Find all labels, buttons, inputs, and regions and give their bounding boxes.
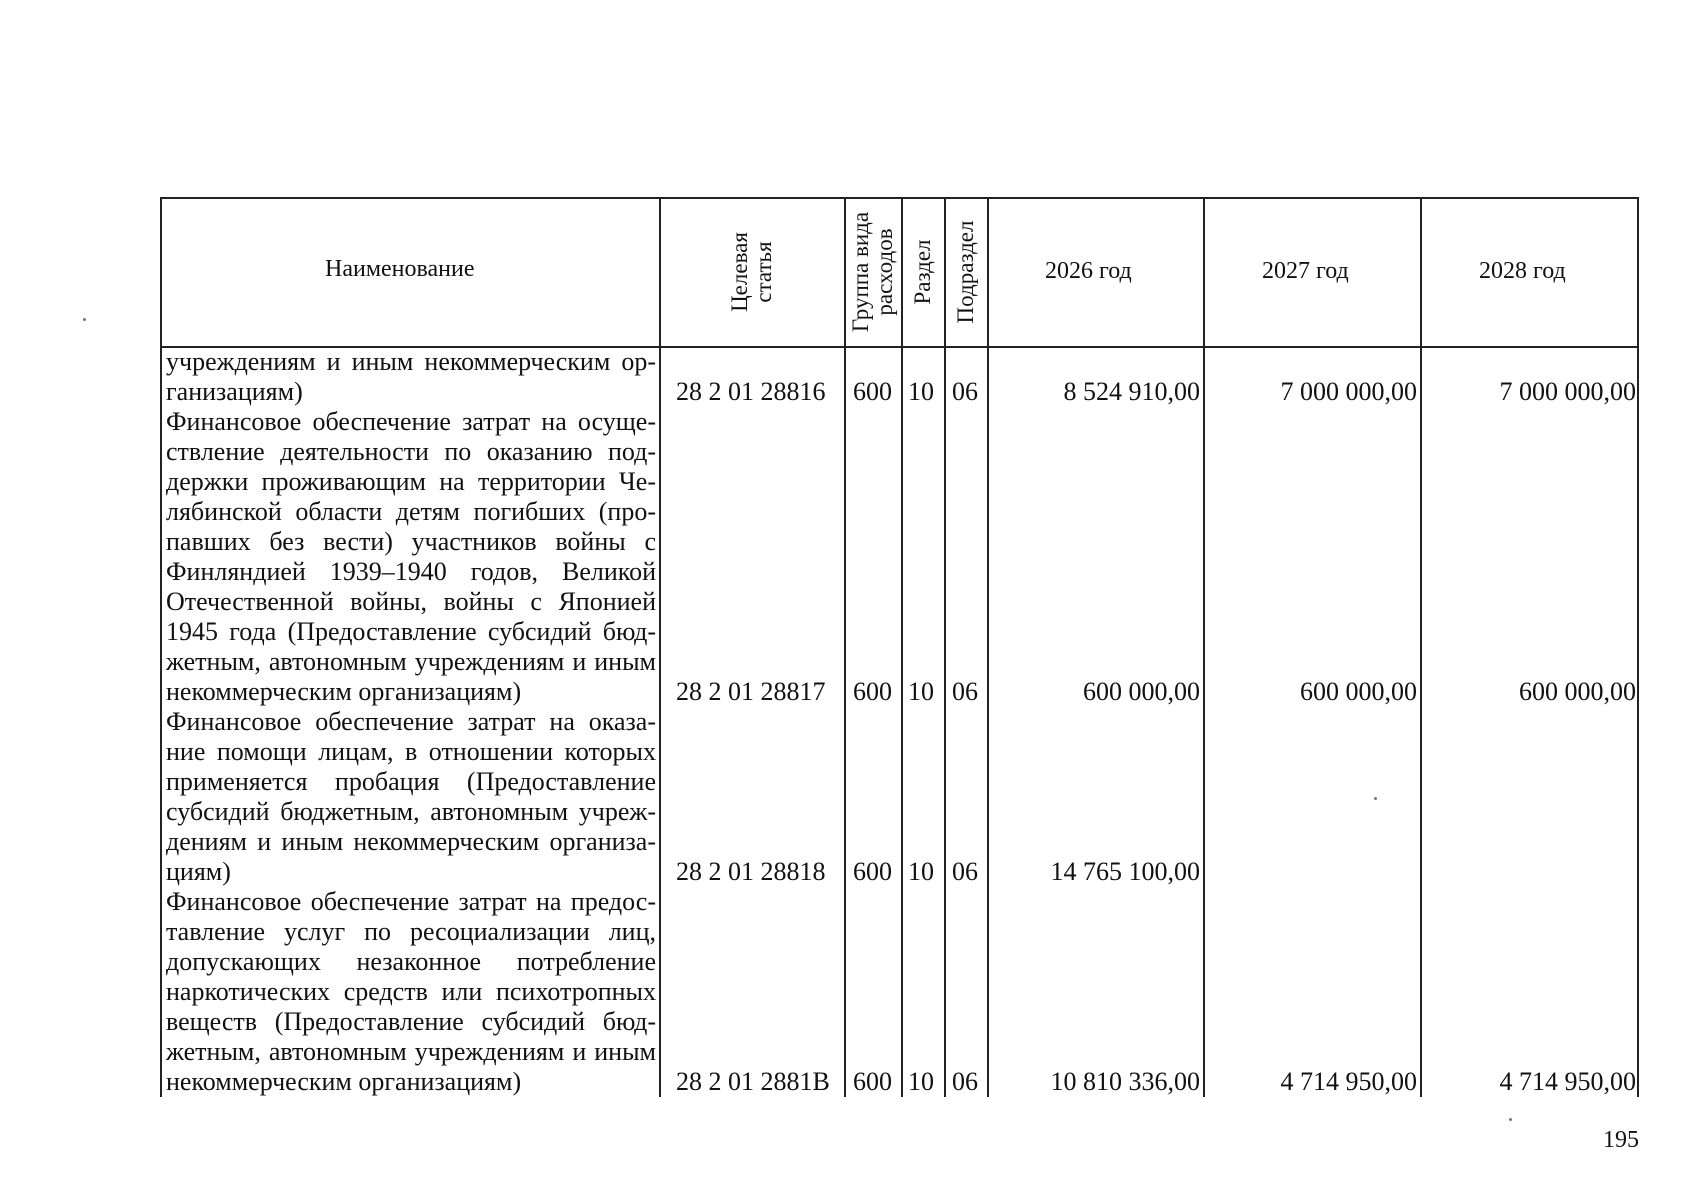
row-name-line: Финансовое обеспечение затрат на осуще- <box>166 407 656 436</box>
row-code: 28 2 01 2881В <box>676 1067 830 1096</box>
row-section: 10 <box>908 677 934 706</box>
row-name-line: Отечественной войны, войны с Японией <box>166 587 656 616</box>
row-name-line: учреждениям и иным некоммерческим ор- <box>166 347 656 376</box>
row-group: 600 <box>853 1067 892 1096</box>
row-amount-2028: 7 000 000,00 <box>1499 377 1636 406</box>
row-amount-2026: 600 000,00 <box>1083 677 1200 706</box>
col-sep-6 <box>1203 197 1205 1097</box>
row-subsection: 06 <box>952 677 978 706</box>
row-subsection: 06 <box>952 377 978 406</box>
header-target-article-line2: статья <box>751 241 776 303</box>
row-name-line: допускающих незаконное потребление <box>166 947 656 976</box>
row-section: 10 <box>908 377 934 406</box>
row-amount-2028: 600 000,00 <box>1519 677 1636 706</box>
row-name-line: Финансовое обеспечение затрат на предос- <box>166 887 656 916</box>
row-name <box>166 407 656 707</box>
header-expense-group <box>849 212 897 332</box>
header-target-article <box>728 232 776 312</box>
header-section: Раздел <box>910 239 935 305</box>
row-amount-2027: 600 000,00 <box>1300 677 1417 706</box>
row-name <box>166 347 656 407</box>
row-amount-2026: 10 810 336,00 <box>1050 1067 1200 1096</box>
row-name-line: применяется пробация (Предоставление <box>166 767 656 796</box>
row-name-line: наркотических средств или психотропных <box>166 977 656 1006</box>
row-name-line: Финансовое обеспечение затрат на оказа- <box>166 707 656 736</box>
row-name-line: дениям и иным некоммерческим организа- <box>166 827 656 856</box>
col-sep-5 <box>987 197 989 1097</box>
col-sep-7 <box>1420 197 1422 1097</box>
row-name-line: лябинской области детям погибших (про- <box>166 497 656 526</box>
col-sep-3 <box>901 197 903 1097</box>
header-subsection: Подраздел <box>953 220 978 324</box>
row-name-line: тавление услуг по ресоциализации лиц, <box>166 917 656 946</box>
header-expense-group-line1: Группа вида <box>848 211 873 333</box>
col-sep-4 <box>944 197 946 1097</box>
row-name <box>166 887 656 1097</box>
row-name-line: павших без вести) участников войны с <box>166 527 656 556</box>
table-top-border <box>160 197 1639 199</box>
row-name <box>166 707 656 887</box>
row-name-line: ствление деятельности по оказанию под- <box>166 437 656 466</box>
table-left-border <box>160 197 162 1097</box>
row-group: 600 <box>853 377 892 406</box>
scan-speck <box>1374 797 1377 800</box>
row-amount-2026: 14 765 100,00 <box>1050 857 1200 886</box>
scan-speck <box>83 318 86 321</box>
page-number: 195 <box>1603 1127 1639 1153</box>
scan-speck <box>1509 1118 1512 1121</box>
row-name-line: циям) <box>166 857 231 886</box>
row-section: 10 <box>908 857 934 886</box>
row-name-line: 1945 года (Предоставление субсидий бюд- <box>166 617 656 646</box>
row-amount-2028: 4 714 950,00 <box>1499 1067 1636 1096</box>
row-code: 28 2 01 28816 <box>676 377 826 406</box>
col-sep-2 <box>844 197 846 1097</box>
header-expense-group-line2: расходов <box>872 228 897 316</box>
header-year-2026: 2026 год <box>1045 258 1132 284</box>
row-amount-2026: 8 524 910,00 <box>1063 377 1200 406</box>
row-name-line: жетным, автономным учреждениям и иным <box>166 647 656 676</box>
header-target-article-line1: Целевая <box>727 232 752 312</box>
col-sep-1 <box>659 197 661 1097</box>
row-group: 600 <box>853 677 892 706</box>
row-name-line: держки проживающим на территории Че- <box>166 467 656 496</box>
row-name-line: Финляндией 1939–1940 годов, Великой <box>166 557 656 586</box>
row-code: 28 2 01 28818 <box>676 857 826 886</box>
row-code: 28 2 01 28817 <box>676 677 826 706</box>
row-section: 10 <box>908 1067 934 1096</box>
row-amount-2027: 7 000 000,00 <box>1280 377 1417 406</box>
header-name: Наименование <box>325 256 475 282</box>
row-name-line: некоммерческим организациям) <box>166 1067 522 1096</box>
row-subsection: 06 <box>952 1067 978 1096</box>
row-subsection: 06 <box>952 857 978 886</box>
row-group: 600 <box>853 857 892 886</box>
row-name-line: веществ (Предоставление субсидий бюд- <box>166 1007 656 1036</box>
row-name-line: субсидий бюджетным, автономным учреж- <box>166 797 656 826</box>
row-name-line: ние помощи лицам, в отношении которых <box>166 737 656 766</box>
table-right-border <box>1637 197 1639 1097</box>
header-year-2027: 2027 год <box>1262 258 1349 284</box>
row-name-line: ганизациям) <box>166 377 303 406</box>
row-name-line: жетным, автономным учреждениям и иным <box>166 1037 656 1066</box>
header-year-2028: 2028 год <box>1479 258 1566 284</box>
row-amount-2027: 4 714 950,00 <box>1280 1067 1417 1096</box>
row-name-line: некоммерческим организациям) <box>166 677 522 706</box>
